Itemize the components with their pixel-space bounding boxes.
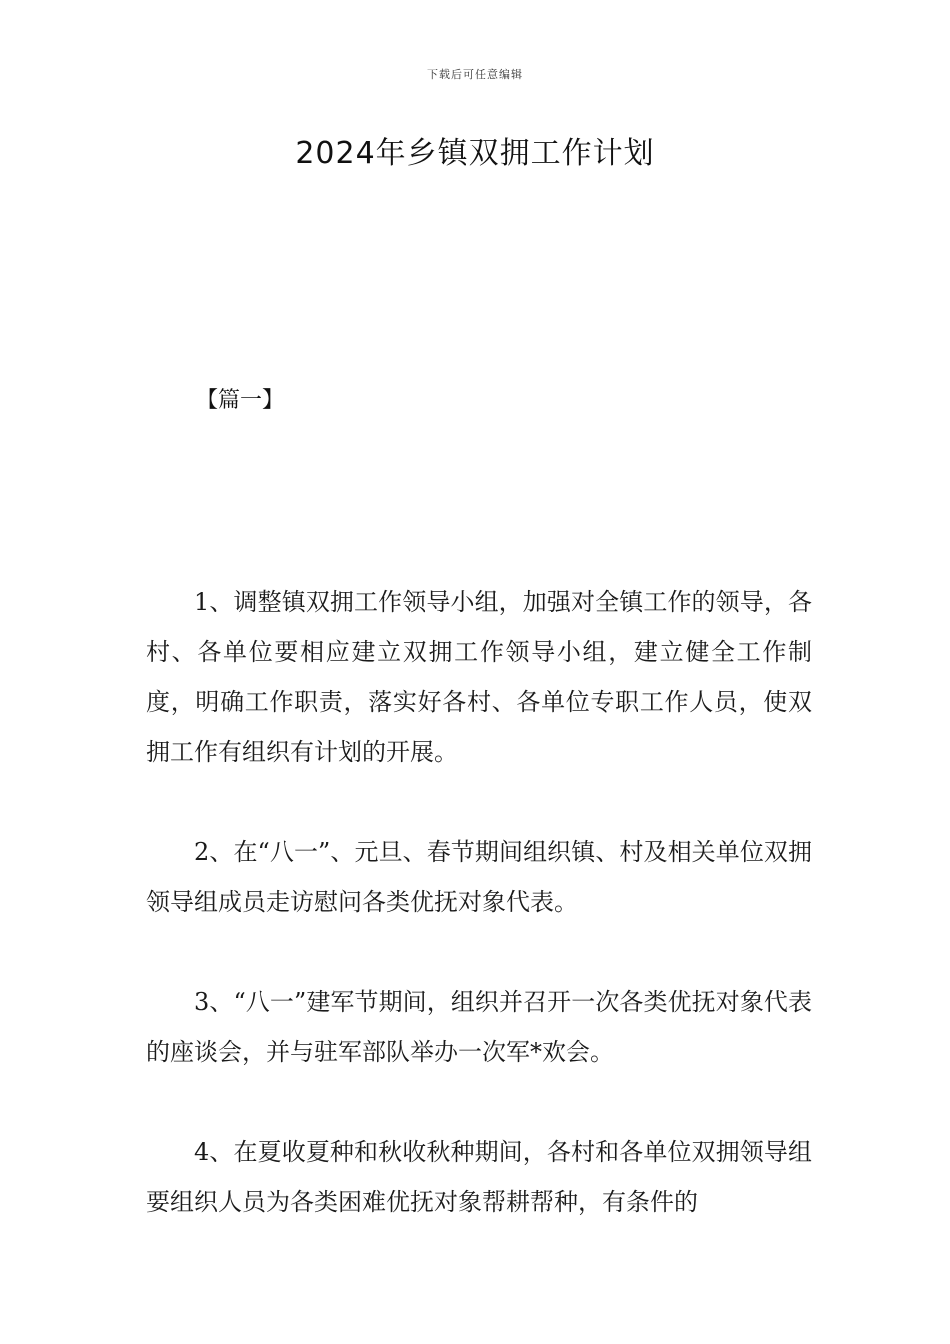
paragraph-4: 4、在夏收夏种和秋收秋种期间，各村和各单位双拥领导组要组织人员为各类困难优抚对象帮耕帮种，有条件的 <box>146 1138 812 1216</box>
document-title: 2024年乡镇双拥工作计划 <box>295 136 655 171</box>
body-text <box>146 577 812 1277</box>
paragraph-1: 1、调整镇双拥工作领导小组，加强对全镇工作的领导，各村、各单位要相应建立双拥工作领导小组，建立健全工作制度，明确工作职责，落实好各村、各单位专职工作人员，使双拥工作有组织有计划的开展。 <box>146 588 812 766</box>
section-heading: 【篇一】 <box>196 388 285 413</box>
paragraph-3: 3、“八一”建军节期间，组织并召开一次各类优抚对象代表的座谈会，并与驻军部队举办一次军*欢会。 <box>146 988 812 1066</box>
header-note: 下载后可任意编辑 <box>427 68 523 81</box>
paragraph-2: 2、在“八一”、元旦、春节期间组织镇、村及相关单位双拥领导组成员走访慰问各类优抚对象代表。 <box>146 838 812 916</box>
